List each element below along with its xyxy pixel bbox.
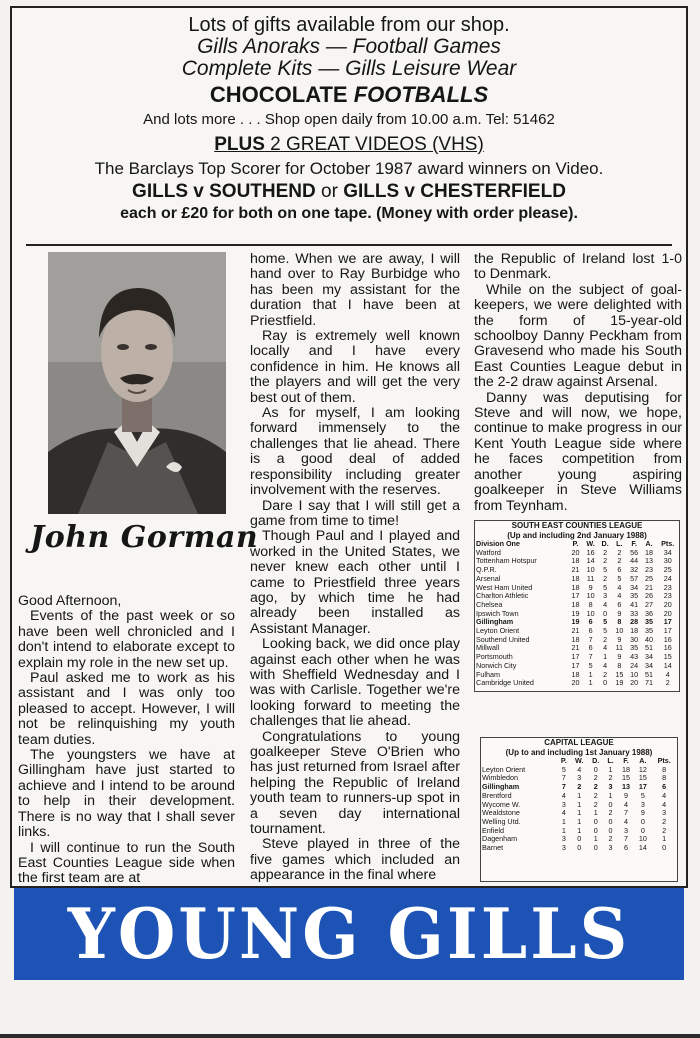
team-name-cell: Enfield (482, 825, 504, 835)
stat-cell: 1 (577, 825, 582, 835)
stat-cell: 23 (663, 591, 672, 601)
stat-cell: 14 (586, 556, 595, 566)
capital-league-table (480, 737, 678, 882)
team-name-cell: Leyton Orient (482, 764, 526, 774)
stat-cell: 71 (644, 678, 653, 688)
advert-line-kits: Complete Kits — Gills Leisure Wear (181, 57, 517, 80)
stat-cell: 17 (663, 617, 672, 627)
shop-advert (12, 8, 686, 225)
team-name-cell: Ipswich Town (476, 608, 519, 618)
stat-cell: 0 (603, 678, 608, 688)
stat-cell: 35 (630, 643, 639, 653)
stat-cell: 18 (571, 556, 580, 566)
column-header: W. (575, 756, 584, 765)
stat-cell: 43 (630, 652, 639, 662)
stat-cell: 23 (644, 565, 653, 575)
stat-cell: 4 (603, 599, 608, 609)
banner-title: YOUNG GILLS (67, 893, 631, 975)
paragraph: Good Afternoon, (18, 593, 122, 609)
paragraph: The youngsters we have at Gillingham have just started to achieve and I intend to be around to help in their development. There is no way that I shall sever links. (18, 747, 235, 841)
stat-cell: 4 (577, 764, 582, 774)
stat-cell: 33 (630, 608, 639, 618)
paragraph: Ray is extremely well known locally and I have every confidence in him. He knows all the players and will get the very best out of them. (250, 328, 460, 406)
videos-word: 2 GREAT VIDEOS (VHS) (264, 134, 484, 155)
paragraph: the Republic of Ireland lost 1-0 to Denmark. (474, 251, 682, 283)
column-header: Division One (476, 539, 520, 548)
stat-cell: 18 (571, 634, 580, 644)
stat-cell: 8 (588, 599, 593, 609)
team-name-cell: Fulham (476, 669, 500, 679)
team-name-cell: Norwich City (476, 660, 517, 670)
stat-cell: 7 (588, 652, 593, 662)
stat-cell: 2 (662, 816, 667, 826)
stat-cell: 0 (593, 825, 598, 835)
page-edge (0, 1034, 700, 1038)
paragraph: Though Paul and I played and worked in the United States, we never knew each other until I came to Priestfield three years ago, by which time he had already been installed as Assistant Manager. (250, 528, 460, 637)
table-subtitle: (Up and including 2nd January 1988) (507, 530, 647, 540)
stat-cell: 2 (577, 782, 582, 792)
paragraph: Dare I say that I will still get a game from time to time! (250, 497, 460, 529)
stat-cell: 9 (617, 652, 622, 662)
stat-cell: 2 (593, 782, 598, 792)
stat-cell: 4 (662, 799, 667, 809)
stat-cell: 11 (615, 643, 624, 653)
stat-cell: 10 (586, 608, 595, 618)
stat-cell: 7 (624, 834, 629, 844)
plus-word: PLUS (214, 134, 265, 155)
stat-cell: 10 (586, 591, 595, 601)
stat-cell: 35 (630, 591, 639, 601)
stat-cell: 15 (663, 652, 672, 662)
stat-cell: 2 (603, 634, 608, 644)
stat-cell: 19 (615, 678, 624, 688)
team-name-cell: Gillingham (482, 782, 520, 792)
column-header: L. (616, 539, 623, 548)
stat-cell: 35 (644, 617, 653, 627)
stat-cell: 1 (588, 678, 593, 688)
team-name-cell: Welling Utd. (482, 816, 521, 826)
stat-cell: 5 (603, 565, 608, 575)
stat-cell: 35 (644, 626, 653, 636)
stat-cell: 25 (644, 573, 653, 583)
video-chesterfield: GILLS v CHESTERFIELD (343, 181, 566, 202)
stat-cell: 30 (630, 634, 639, 644)
stat-cell: 11 (586, 573, 595, 583)
stat-cell: 36 (644, 608, 653, 618)
stat-cell: 7 (588, 634, 593, 644)
stat-cell: 3 (608, 843, 613, 853)
stat-cell: 18 (644, 547, 653, 557)
stat-cell: 6 (588, 643, 593, 653)
stat-cell: 12 (638, 764, 647, 774)
stat-cell: 8 (617, 660, 622, 670)
article-column-2 (250, 252, 460, 884)
stat-cell: 2 (603, 556, 608, 566)
paragraph: Events of the past week or so have been well chronicled and I don't intend to elaborate except to explain my role in the new set up. (18, 608, 235, 671)
stat-cell: 20 (663, 608, 672, 618)
advert-barclays: The Barclays Top Scorer for October 1987 award winners on Video. (94, 159, 604, 178)
team-name-cell: Charlton Athletic (476, 591, 529, 601)
stat-cell: 3 (662, 808, 667, 818)
stat-cell: 3 (603, 591, 608, 601)
advert-video-titles (12, 181, 686, 203)
stat-cell: 0 (593, 764, 598, 774)
column-header: Pts. (661, 539, 675, 548)
stat-cell: 7 (561, 773, 566, 783)
stat-cell: 7 (624, 808, 629, 818)
column-header: A. (645, 539, 653, 548)
choc-word: CHOCOLATE (209, 82, 354, 107)
advert-price: each or £20 for both on one tape. (Money with order please). (120, 205, 578, 222)
stat-cell: 0 (662, 843, 667, 853)
stat-cell: 2 (608, 773, 613, 783)
stat-cell: 9 (640, 808, 645, 818)
stat-cell: 20 (571, 547, 580, 557)
stat-cell: 1 (561, 816, 566, 826)
stat-cell: 17 (638, 782, 647, 792)
team-name-cell: Arsenal (476, 573, 501, 583)
stat-cell: 15 (615, 669, 624, 679)
stat-cell: 25 (663, 565, 672, 575)
stat-cell: 51 (644, 669, 653, 679)
stat-cell: 23 (663, 582, 672, 592)
stat-cell: 1 (561, 825, 566, 835)
video-or: or (315, 181, 344, 202)
stat-cell: 2 (608, 834, 613, 844)
stat-cell: 6 (624, 843, 629, 853)
stat-cell: 10 (615, 626, 624, 636)
table-title: SOUTH EAST COUNTIES LEAGUE (511, 521, 643, 530)
table-subtitle: (Up to and including 1st January 1988) (505, 747, 653, 757)
stat-cell: 9 (617, 608, 622, 618)
league-table (475, 540, 679, 688)
stat-cell: 28 (630, 617, 639, 627)
paragraph: Danny was deputising for Steve and will now, we hope, continue to make progress in our Kent Youth League side where he faces competition from another young aspiring goalkeeper in Steve Williams from Teynham. (474, 389, 682, 514)
stat-cell: 1 (577, 816, 582, 826)
stat-cell: 2 (665, 678, 670, 688)
stat-cell: 4 (561, 808, 566, 818)
stat-cell: 10 (586, 565, 595, 575)
stat-cell: 3 (577, 773, 582, 783)
stat-cell: 4 (603, 643, 608, 653)
stat-cell: 1 (603, 652, 608, 662)
stat-cell: 2 (617, 556, 622, 566)
stat-cell: 6 (662, 782, 667, 792)
advert-videos-heading (12, 134, 686, 156)
signature: John Gorman (30, 520, 259, 555)
stat-cell: 30 (663, 556, 672, 566)
column-header: F. (631, 539, 637, 548)
stat-cell: 0 (577, 843, 582, 853)
paragraph: Steve played in three of the five games which included an appearance in the final where (250, 836, 460, 884)
team-name-cell: Q.P.R. (476, 565, 497, 575)
stat-cell: 15 (638, 773, 647, 783)
stat-cell: 3 (608, 782, 613, 792)
stat-cell: 6 (617, 565, 622, 575)
paragraph: Paul asked me to work as his assistant and I was only too pleased to accept. However, I will not be relinquishing my youth team duties. (18, 670, 235, 748)
stat-cell: 24 (630, 660, 639, 670)
stat-cell: 5 (603, 617, 608, 627)
column-header: D. (601, 539, 609, 548)
stat-cell: 2 (617, 547, 622, 557)
stat-cell: 3 (561, 843, 566, 853)
stat-cell: 4 (561, 790, 566, 800)
stat-cell: 34 (663, 547, 672, 557)
stat-cell: 1 (593, 808, 598, 818)
stat-cell: 5 (617, 573, 622, 583)
stat-cell: 13 (622, 782, 631, 792)
stat-cell: 4 (624, 816, 629, 826)
column-header: F. (623, 756, 629, 765)
stat-cell: 1 (577, 799, 582, 809)
stat-cell: 19 (571, 608, 580, 618)
stat-cell: 0 (640, 816, 645, 826)
team-name-cell: Wealdstone (482, 808, 520, 818)
stat-cell: 21 (644, 582, 653, 592)
stat-cell: 16 (586, 547, 595, 557)
stat-cell: 1 (577, 790, 582, 800)
stat-cell: 2 (608, 808, 613, 818)
footballs-word: FOOTBALLS (353, 82, 489, 107)
stat-cell: 2 (593, 799, 598, 809)
stat-cell: 0 (593, 816, 598, 826)
stat-cell: 18 (571, 582, 580, 592)
stat-cell: 10 (630, 669, 639, 679)
stat-cell: 8 (662, 773, 667, 783)
stat-cell: 15 (622, 773, 631, 783)
stat-cell: 34 (644, 660, 653, 670)
stat-cell: 3 (561, 834, 566, 844)
stat-cell: 6 (588, 617, 593, 627)
stat-cell: 18 (571, 669, 580, 679)
table-row (481, 844, 677, 853)
stat-cell: 16 (663, 634, 672, 644)
team-name-cell: West Ham United (476, 582, 533, 592)
stat-cell: 5 (561, 764, 566, 774)
video-southend: GILLS v SOUTHEND (132, 181, 316, 202)
stat-cell: 5 (603, 626, 608, 636)
column-header: P. (572, 539, 579, 548)
team-name-cell: Leyton Orient (476, 626, 520, 636)
stat-cell: 3 (624, 825, 629, 835)
stat-cell: 9 (617, 634, 622, 644)
stat-cell: 41 (630, 599, 639, 609)
team-name-cell: Southend United (476, 634, 530, 644)
team-name-cell: Watford (476, 547, 501, 557)
team-name-cell: Barnet (482, 843, 504, 853)
stat-cell: 57 (630, 573, 639, 583)
league-table (481, 757, 677, 853)
table-title: CAPITAL LEAGUE (544, 738, 614, 747)
stat-cell: 32 (630, 565, 639, 575)
column-header: L. (607, 756, 614, 765)
stat-cell: 51 (644, 643, 653, 653)
stat-cell: 5 (588, 660, 593, 670)
stat-cell: 3 (561, 799, 566, 809)
stat-cell: 17 (571, 660, 580, 670)
stat-cell: 21 (571, 626, 580, 636)
stat-cell: 1 (593, 834, 598, 844)
paragraph: home. When we are away, I will hand over to Ray Burbidge who has been my assistant for the duration that I have been at Priestfield. (250, 251, 460, 329)
portrait-image (48, 252, 226, 514)
stat-cell: 17 (571, 652, 580, 662)
team-name-cell: Cambridge United (476, 678, 534, 688)
stat-cell: 24 (663, 573, 672, 583)
article-column-1 (18, 594, 235, 887)
stat-cell: 1 (608, 790, 613, 800)
stat-cell: 0 (603, 608, 608, 618)
team-name-cell: Wimbledon (482, 773, 518, 783)
stat-cell: 27 (644, 599, 653, 609)
paragraph: While on the subject of goal-keepers, we were delighted with the form of 15-year-old schoolboy Danny Peckham from Gravesend who made his South East Counties League debut in the 2-2 draw against Arsenal. (474, 281, 682, 391)
stat-cell: 8 (617, 617, 622, 627)
stat-cell: 0 (577, 834, 582, 844)
stat-cell: 20 (663, 599, 672, 609)
young-gills-banner (14, 888, 684, 980)
paragraph: Looking back, we did once play against each other when he was with Sheffield Wednesday and I was with Carlisle. Together we're looking forward to meeting the challenges that lie ahead. (250, 636, 460, 730)
stat-cell: 2 (603, 669, 608, 679)
stat-cell: 0 (608, 816, 613, 826)
advert-chocolate-footballs (12, 82, 686, 108)
stat-cell: 0 (640, 825, 645, 835)
stat-cell: 4 (617, 582, 622, 592)
column-header: W. (586, 539, 595, 548)
stat-cell: 10 (638, 834, 647, 844)
team-name-cell: Brentford (482, 790, 512, 800)
column-header: A. (639, 756, 647, 765)
stat-cell: 21 (571, 565, 580, 575)
stat-cell: 2 (593, 773, 598, 783)
stat-cell: 2 (662, 825, 667, 835)
stat-cell: 4 (603, 660, 608, 670)
paragraph: Congratulations to young goalkeeper Steve O'Brien who has just returned from Israel after helping the Republic of Ireland youth team to runners-up spot in a seven day international tournament. (250, 728, 460, 838)
stat-cell: 2 (603, 573, 608, 583)
stat-cell: 20 (571, 678, 580, 688)
stat-cell: 56 (630, 547, 639, 557)
stat-cell: 8 (662, 764, 667, 774)
stat-cell: 18 (571, 599, 580, 609)
stat-cell: 5 (603, 582, 608, 592)
stat-cell: 1 (662, 834, 667, 844)
divider (26, 244, 672, 246)
stat-cell: 16 (663, 643, 672, 653)
stat-cell: 4 (617, 591, 622, 601)
stat-cell: 20 (630, 678, 639, 688)
stat-cell: 44 (630, 556, 639, 566)
stat-cell: 17 (663, 626, 672, 636)
stat-cell: 5 (640, 790, 645, 800)
stat-cell: 26 (644, 591, 653, 601)
stat-cell: 4 (624, 799, 629, 809)
advert-line-gifts: Lots of gifts available from our shop. (188, 14, 510, 36)
team-name-cell: Portsmouth (476, 652, 513, 662)
stat-cell: 2 (603, 547, 608, 557)
stat-cell: 7 (561, 782, 566, 792)
stat-cell: 2 (593, 790, 598, 800)
paragraph: As for myself, I am looking forward immensely to the challenges that lie ahead. There is a good deal of added responsibility including greater involvement with the reserves. (250, 405, 460, 499)
team-name-cell: Tottenham Hotspur (476, 556, 537, 566)
column-header: D. (592, 756, 600, 765)
advert-shop-hours: And lots more . . . Shop open daily from 10.00 a.m. Tel: 51462 (143, 111, 555, 128)
stat-cell: 6 (617, 599, 622, 609)
stat-cell: 17 (571, 591, 580, 601)
stat-cell: 1 (588, 669, 593, 679)
team-name-cell: Millwall (476, 643, 500, 653)
stat-cell: 4 (665, 669, 670, 679)
article-column-3 (474, 252, 682, 514)
stat-cell: 13 (644, 556, 653, 566)
stat-cell: 6 (588, 626, 593, 636)
stat-cell: 1 (577, 808, 582, 818)
stat-cell: 0 (608, 825, 613, 835)
stat-cell: 21 (571, 643, 580, 653)
paragraph: I will continue to run the South East Counties League side when the first team are at (18, 839, 235, 887)
stat-cell: 18 (571, 573, 580, 583)
stat-cell: 3 (640, 799, 645, 809)
manager-photo (48, 252, 226, 514)
column-header: Pts. (657, 756, 671, 765)
table-row (475, 679, 679, 688)
stat-cell: 34 (644, 652, 653, 662)
stat-cell: 14 (663, 660, 672, 670)
team-name-cell: Chelsea (476, 599, 503, 609)
stat-cell: 40 (644, 634, 653, 644)
stat-cell: 18 (630, 626, 639, 636)
team-name-cell: Gillingham (476, 617, 514, 627)
stat-cell: 19 (571, 617, 580, 627)
stat-cell: 9 (588, 582, 593, 592)
team-name-cell: Dagenham (482, 834, 518, 844)
stat-cell: 0 (593, 843, 598, 853)
stat-cell: 14 (638, 843, 647, 853)
stat-cell: 18 (622, 764, 631, 774)
south-east-counties-table (474, 520, 680, 692)
stat-cell: 9 (624, 790, 629, 800)
column-header: P. (560, 756, 567, 765)
stat-cell: 34 (630, 582, 639, 592)
stat-cell: 4 (662, 790, 667, 800)
team-name-cell: Wycome W. (482, 799, 521, 809)
stat-cell: 1 (608, 764, 613, 774)
advert-line-anoraks: Gills Anoraks — Football Games (197, 35, 501, 58)
stat-cell: 0 (608, 799, 613, 809)
